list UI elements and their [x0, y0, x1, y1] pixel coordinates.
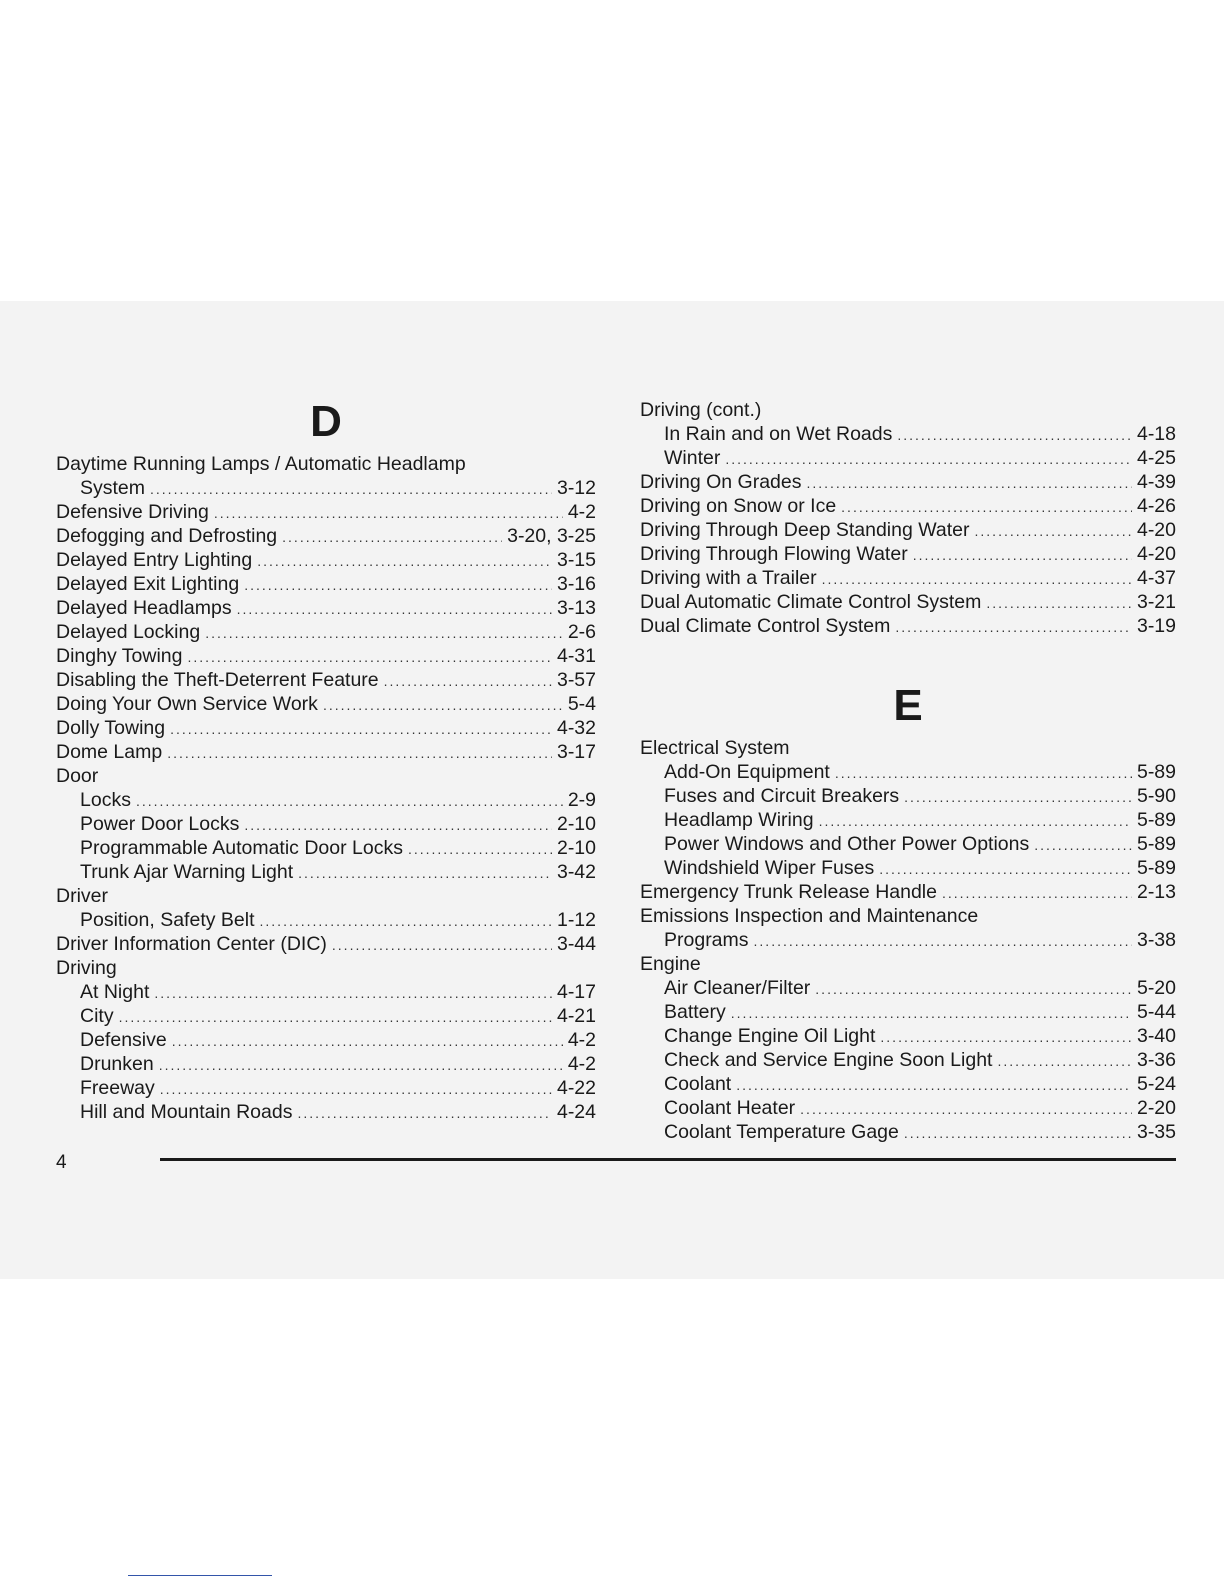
index-entry	[640, 832, 1176, 856]
entry-page-ref: 4-2	[567, 501, 596, 523]
entry-page-ref: 5-24	[1136, 1073, 1176, 1095]
leader-dots	[170, 717, 552, 741]
entry-text: Electrical System	[640, 737, 790, 759]
leader-dots	[997, 1049, 1132, 1073]
leader-dots	[815, 977, 1132, 1001]
index-entry	[56, 548, 596, 572]
entry-text: Driving On Grades	[640, 471, 802, 493]
leader-dots	[323, 693, 563, 717]
entry-page-ref: 5-89	[1136, 857, 1176, 879]
index-entry	[56, 1100, 596, 1124]
index-entry	[640, 1024, 1176, 1048]
index-entry	[56, 596, 596, 620]
index-entry	[56, 1052, 596, 1076]
index-entry	[640, 566, 1176, 590]
footer-rule	[160, 1158, 1176, 1161]
leader-dots	[214, 501, 563, 525]
index-entry	[640, 784, 1176, 808]
entry-page-ref: 3-40	[1136, 1025, 1176, 1047]
leader-dots	[841, 495, 1132, 519]
leader-dots	[806, 471, 1131, 495]
entry-text: Delayed Headlamps	[56, 597, 232, 619]
index-list-e	[640, 736, 1176, 1144]
entry-text: Programs	[664, 929, 749, 951]
leader-dots	[159, 1053, 563, 1077]
index-entry	[640, 760, 1176, 784]
entry-text: Winter	[664, 447, 721, 469]
index-entry	[640, 880, 1176, 904]
entry-text: Power Windows and Other Power Options	[664, 833, 1030, 855]
index-entry	[56, 476, 596, 500]
entry-text: Doing Your Own Service Work	[56, 693, 318, 715]
entry-page-ref: 3-38	[1136, 929, 1176, 951]
index-heading	[56, 884, 596, 908]
entry-page-ref: 4-2	[567, 1029, 596, 1051]
entry-text: Daytime Running Lamps / Automatic Headlamp	[56, 453, 466, 475]
entry-page-ref: 4-39	[1136, 471, 1176, 493]
index-entry	[640, 1000, 1176, 1024]
entry-page-ref: 3-19	[1136, 615, 1176, 637]
index-heading	[56, 452, 596, 476]
entry-text: Driving (cont.)	[640, 399, 762, 421]
entry-text: In Rain and on Wet Roads	[664, 423, 893, 445]
section-gap	[640, 638, 1176, 682]
entry-text: Dinghy Towing	[56, 645, 183, 667]
index-entry	[640, 446, 1176, 470]
leader-dots	[800, 1097, 1132, 1121]
entry-page-ref: 4-26	[1136, 495, 1176, 517]
leader-dots	[822, 567, 1132, 591]
entry-text: Driver Information Center (DIC)	[56, 933, 327, 955]
entry-text: Driving with a Trailer	[640, 567, 817, 589]
leader-dots	[160, 1077, 552, 1101]
index-entry	[640, 542, 1176, 566]
entry-text: City	[80, 1005, 114, 1027]
entry-page-ref: 5-90	[1136, 785, 1176, 807]
entry-page-ref: 3-15	[556, 549, 596, 571]
leader-dots	[835, 761, 1132, 785]
leader-dots	[237, 597, 552, 621]
entry-text: Defensive Driving	[56, 501, 209, 523]
entry-text: Dual Climate Control System	[640, 615, 891, 637]
index-entry	[56, 908, 596, 932]
leader-dots	[1034, 833, 1132, 857]
entry-page-ref: 5-4	[567, 693, 596, 715]
index-entry	[640, 1048, 1176, 1072]
leader-dots	[754, 929, 1132, 953]
index-entry	[640, 422, 1176, 446]
entry-text: Driver	[56, 885, 108, 907]
entry-page-ref: 4-2	[567, 1053, 596, 1075]
entry-page-ref: 2-9	[567, 789, 596, 811]
leader-dots	[879, 857, 1132, 881]
entry-text: Delayed Locking	[56, 621, 201, 643]
leader-dots	[172, 1029, 563, 1053]
index-entry	[56, 716, 596, 740]
leader-dots	[986, 591, 1132, 615]
entry-page-ref: 4-21	[556, 1005, 596, 1027]
index-entry	[640, 1120, 1176, 1144]
section-letter-e: E	[893, 681, 923, 730]
index-entry	[56, 1028, 596, 1052]
entry-text: Driving	[56, 957, 117, 979]
entry-text: Position, Safety Belt	[80, 909, 255, 931]
entry-text: Coolant Heater	[664, 1097, 796, 1119]
entry-page-ref: 5-89	[1136, 809, 1176, 831]
entry-page-ref: 4-31	[556, 645, 596, 667]
leader-dots	[731, 1001, 1132, 1025]
entry-text: Headlamp Wiring	[664, 809, 814, 831]
entry-text: Freeway	[80, 1077, 155, 1099]
leader-dots	[904, 785, 1132, 809]
index-entry	[56, 812, 596, 836]
entry-text: Fuses and Circuit Breakers	[664, 785, 900, 807]
entry-text: Add-On Equipment	[664, 761, 830, 783]
entry-page-ref: 2-20	[1136, 1097, 1176, 1119]
page-number: 4	[56, 1152, 67, 1173]
index-column-right	[640, 398, 1176, 1144]
entry-text: Trunk Ajar Warning Light	[80, 861, 294, 883]
entry-page-ref: 3-42	[556, 861, 596, 883]
leader-dots	[897, 423, 1132, 447]
entry-page-ref: 4-22	[556, 1077, 596, 1099]
leader-dots	[408, 837, 552, 861]
entry-page-ref: 5-89	[1136, 761, 1176, 783]
index-entry	[640, 518, 1176, 542]
link-underline[interactable]	[128, 1575, 272, 1576]
entry-page-ref: 3-20, 3-25	[507, 525, 596, 547]
entry-page-ref: 4-20	[1136, 519, 1176, 541]
index-heading	[640, 398, 1176, 422]
entry-text: Check and Service Engine Soon Light	[664, 1049, 993, 1071]
index-entry	[640, 856, 1176, 880]
index-entry	[56, 668, 596, 692]
entry-text: Power Door Locks	[80, 813, 240, 835]
leader-dots	[880, 1025, 1132, 1049]
entry-page-ref: 5-20	[1136, 977, 1176, 999]
entry-page-ref: 2-10	[556, 813, 596, 835]
index-entry	[56, 524, 596, 548]
index-entry	[640, 470, 1176, 494]
entry-text: Drunken	[80, 1053, 154, 1075]
leader-dots	[136, 789, 563, 813]
leader-dots	[942, 881, 1132, 905]
index-entry	[640, 1072, 1176, 1096]
entry-page-ref: 4-18	[1136, 423, 1176, 445]
leader-dots	[298, 861, 552, 885]
entry-page-ref: 5-89	[1136, 833, 1176, 855]
leader-dots	[260, 909, 552, 933]
index-entry	[56, 644, 596, 668]
leader-dots	[154, 981, 552, 1005]
entry-page-ref: 3-36	[1136, 1049, 1176, 1071]
leader-dots	[384, 669, 552, 693]
entry-page-ref: 2-6	[567, 621, 596, 643]
entry-text: Door	[56, 765, 99, 787]
index-entry	[56, 740, 596, 764]
entry-text: Change Engine Oil Light	[664, 1025, 876, 1047]
leader-dots	[736, 1073, 1132, 1097]
leader-dots	[332, 933, 552, 957]
index-entry	[56, 692, 596, 716]
entry-page-ref: 4-32	[556, 717, 596, 739]
entry-page-ref: 4-20	[1136, 543, 1176, 565]
entry-text: At Night	[80, 981, 150, 1003]
entry-text: Dome Lamp	[56, 741, 163, 763]
index-entry	[56, 932, 596, 956]
index-entry	[56, 572, 596, 596]
leader-dots	[150, 477, 552, 501]
index-entry	[640, 590, 1176, 614]
index-entry	[56, 1004, 596, 1028]
entry-text: Air Cleaner/Filter	[664, 977, 811, 999]
entry-text: Battery	[664, 1001, 726, 1023]
index-entry	[56, 836, 596, 860]
entry-text: Coolant Temperature Gage	[664, 1121, 899, 1143]
index-entry	[640, 1096, 1176, 1120]
entry-text: Delayed Exit Lighting	[56, 573, 240, 595]
index-heading	[640, 952, 1176, 976]
index-heading	[640, 736, 1176, 760]
leader-dots	[244, 813, 552, 837]
entry-text: Defensive	[80, 1029, 167, 1051]
entry-text: Disabling the Theft-Deterrent Feature	[56, 669, 379, 691]
index-column-left	[56, 398, 596, 1124]
leader-dots	[895, 615, 1132, 639]
index-entry	[640, 808, 1176, 832]
entry-page-ref: 3-21	[1136, 591, 1176, 613]
index-heading	[56, 764, 596, 788]
leader-dots	[904, 1121, 1132, 1145]
leader-dots	[119, 1005, 552, 1029]
entry-text: Driving Through Deep Standing Water	[640, 519, 970, 541]
section-letter-d: D	[310, 397, 342, 446]
index-heading	[56, 956, 596, 980]
entry-page-ref: 2-10	[556, 837, 596, 859]
entry-text: Emissions Inspection and Maintenance	[640, 905, 979, 927]
entry-page-ref: 4-17	[556, 981, 596, 1003]
index-heading	[640, 904, 1176, 928]
index-entry	[640, 976, 1176, 1000]
entry-page-ref: 1-12	[556, 909, 596, 931]
entry-page-ref: 3-12	[556, 477, 596, 499]
entry-page-ref: 2-13	[1136, 881, 1176, 903]
index-entry	[56, 788, 596, 812]
entry-page-ref: 3-35	[1136, 1121, 1176, 1143]
leader-dots	[819, 809, 1132, 833]
entry-page-ref: 3-13	[556, 597, 596, 619]
leader-dots	[913, 543, 1132, 567]
entry-page-ref: 5-44	[1136, 1001, 1176, 1023]
index-entry	[56, 860, 596, 884]
index-entry	[56, 980, 596, 1004]
entry-page-ref: 3-57	[556, 669, 596, 691]
entry-text: Engine	[640, 953, 701, 975]
entry-text: System	[80, 477, 146, 499]
entry-page-ref: 3-16	[556, 573, 596, 595]
leader-dots	[205, 621, 563, 645]
entry-text: Driving Through Flowing Water	[640, 543, 908, 565]
entry-page-ref: 4-37	[1136, 567, 1176, 589]
leader-dots	[975, 519, 1132, 543]
entry-text: Dual Automatic Climate Control System	[640, 591, 982, 613]
index-entry	[640, 494, 1176, 518]
leader-dots	[725, 447, 1132, 471]
entry-text: Coolant	[664, 1073, 732, 1095]
index-entry	[56, 620, 596, 644]
entry-text: Defogging and Defrosting	[56, 525, 278, 547]
index-list-d-continued	[640, 398, 1176, 638]
index-entry	[56, 500, 596, 524]
entry-text: Emergency Trunk Release Handle	[640, 881, 937, 903]
entry-page-ref: 3-17	[556, 741, 596, 763]
entry-text: Dolly Towing	[56, 717, 166, 739]
entry-page-ref: 3-44	[556, 933, 596, 955]
leader-dots	[282, 525, 502, 549]
leader-dots	[244, 573, 552, 597]
entry-text: Delayed Entry Lighting	[56, 549, 253, 571]
leader-dots	[297, 1101, 552, 1125]
entry-text: Driving on Snow or Ice	[640, 495, 837, 517]
leader-dots	[257, 549, 552, 573]
entry-text: Programmable Automatic Door Locks	[80, 837, 403, 859]
index-list-d	[56, 452, 596, 1124]
entry-page-ref: 4-25	[1136, 447, 1176, 469]
leader-dots	[167, 741, 552, 765]
entry-text: Locks	[80, 789, 131, 811]
entry-text: Hill and Mountain Roads	[80, 1101, 293, 1123]
index-entry	[640, 928, 1176, 952]
leader-dots	[187, 645, 552, 669]
entry-text: Windshield Wiper Fuses	[664, 857, 875, 879]
index-entry	[56, 1076, 596, 1100]
entry-page-ref: 4-24	[556, 1101, 596, 1123]
index-entry	[640, 614, 1176, 638]
